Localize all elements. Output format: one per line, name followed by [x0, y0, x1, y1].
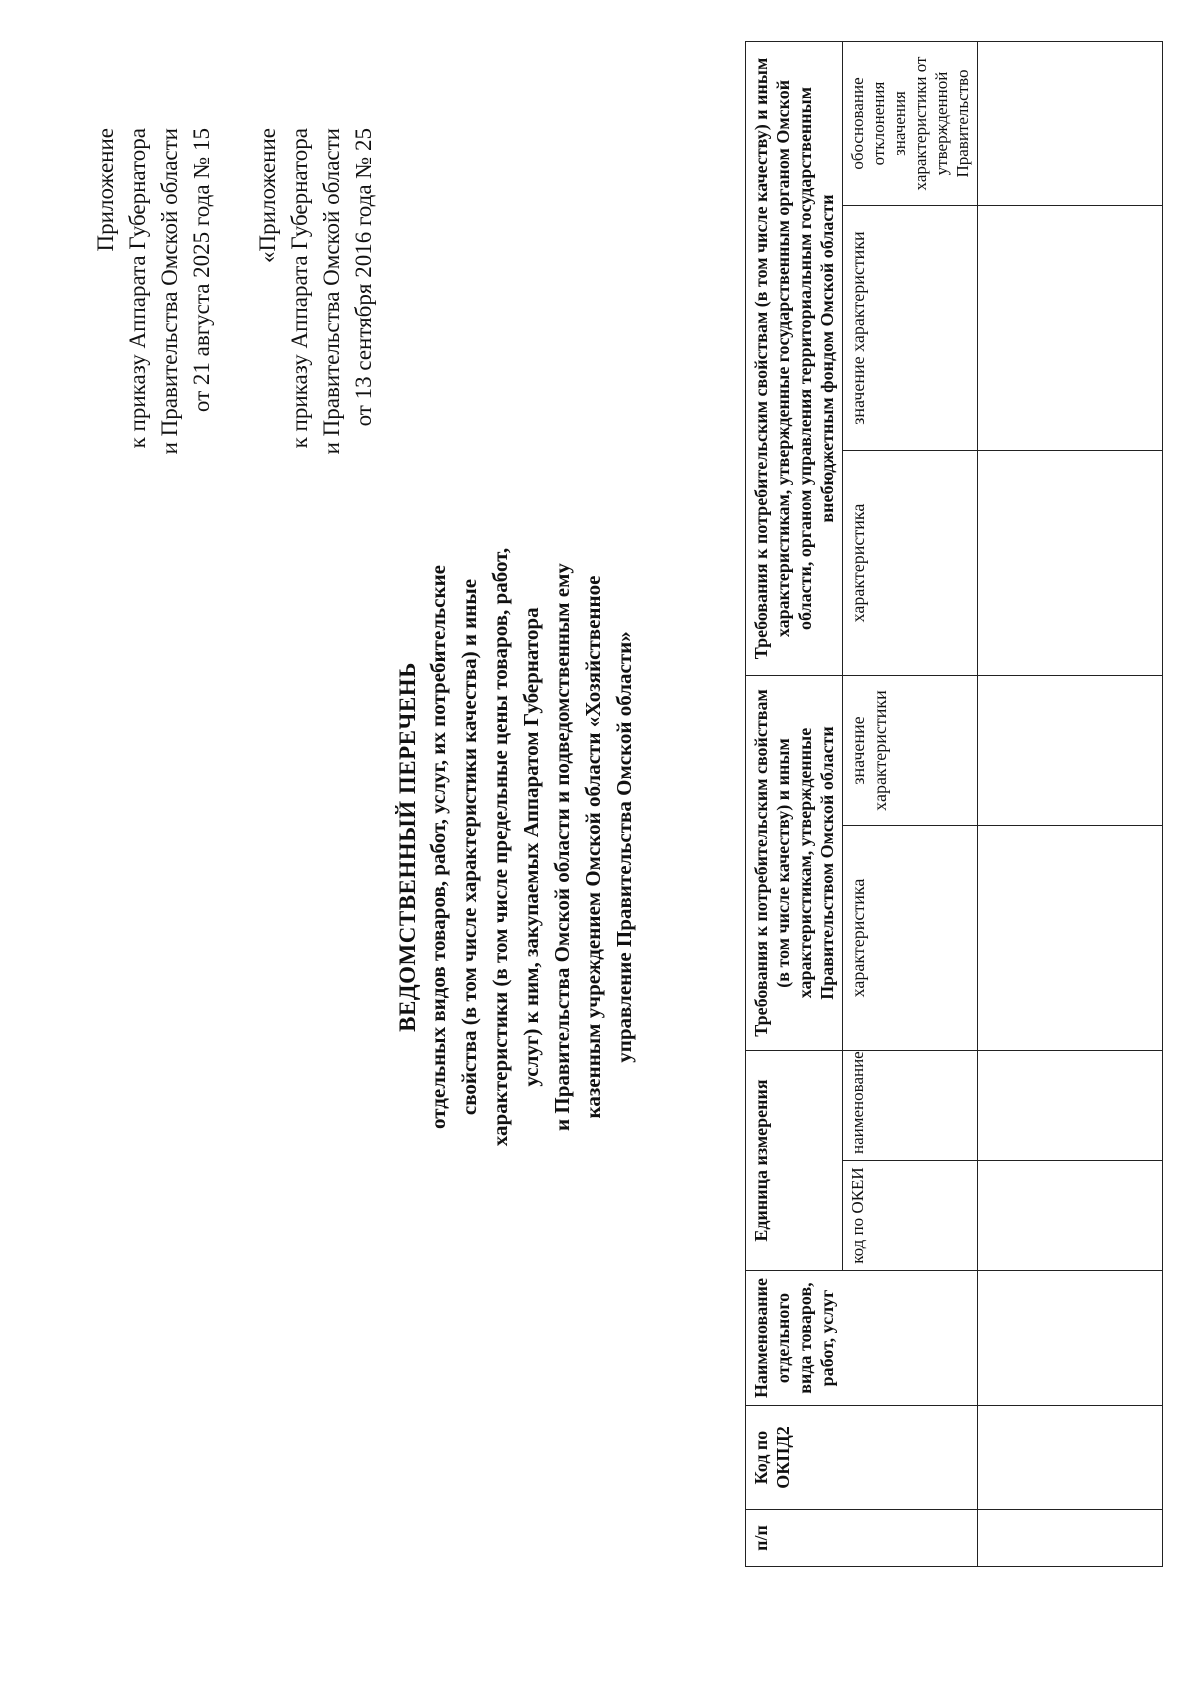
- table-cell: [978, 42, 1163, 206]
- table-cell: [978, 826, 1163, 1051]
- header-gov-requirements: Требования к потребительским свойствам (в том числе качеству) и иным характеристикам, утвержденные Правительством Омской области: [746, 676, 843, 1051]
- subheader-agency-justification: обоснование отклонения значения характеристики от утвержденной Правительство: [843, 42, 978, 206]
- appendix-line: к приказу Аппарата Губернатора: [287, 128, 312, 449]
- table-row: [978, 42, 1163, 1567]
- subheader-agency-value: значение характеристики: [843, 206, 978, 451]
- subheader-agency-characteristic: характеристика: [843, 451, 978, 676]
- header-unit: Единица измерения: [746, 1051, 843, 1271]
- title-line: казенным учреждением Омской области «Хозяйственное: [581, 575, 605, 1119]
- document-title: [392, 457, 640, 1237]
- table-cell: [978, 1051, 1163, 1161]
- subheader-gov-value: значение характеристики: [843, 676, 978, 826]
- appendix-line: Приложение: [93, 128, 118, 252]
- appendix-previous-header: [252, 128, 380, 454]
- appendix-line: «Приложение: [255, 128, 280, 263]
- table-cell: [978, 1161, 1163, 1271]
- table-cell: [978, 1406, 1163, 1510]
- title-line: отдельных видов товаров, работ, услуг, их потребительские: [426, 564, 450, 1130]
- table-cell: [978, 1510, 1163, 1567]
- appendix-line: и Правительства Омской области: [157, 128, 182, 455]
- title-line: характеристики (в том числе предельные цены товаров, работ,: [488, 547, 512, 1147]
- table-cell: [978, 1271, 1163, 1406]
- appendix-line: от 13 сентября 2016 года № 25: [351, 128, 376, 427]
- table-header-row: [746, 42, 843, 1567]
- header-agency-requirements: Требования к потребительским свойствам (в том числе качеству) и иным характеристикам, утвержденные государственным органом Омской области, органом управления территориальным государственным внебюджетным фондом Омской области: [746, 42, 843, 676]
- appendix-line: к приказу Аппарата Губернатора: [125, 128, 150, 449]
- table-cell: [978, 451, 1163, 676]
- requirements-table: [745, 41, 1163, 1567]
- title-line: и Правительства Омской области и подведомственным ему: [550, 563, 574, 1131]
- subheader-unit-code: код по ОКЕИ: [843, 1161, 978, 1271]
- header-num: п/п: [746, 1510, 978, 1567]
- title-line: услуг) к ним, закупаемых Аппаратом Губернатора: [519, 607, 543, 1087]
- appendix-current-header: [90, 128, 218, 454]
- title-line: управление Правительства Омской области»: [612, 631, 636, 1063]
- title-line: свойства (в том числе характеристики качества) и иные: [457, 578, 481, 1116]
- header-name: Наименование отдельного вида товаров, работ, услуг: [746, 1271, 978, 1406]
- appendix-line: и Правительства Омской области: [319, 128, 344, 455]
- subheader-unit-name: наименование: [843, 1051, 978, 1161]
- header-okpd2: Код по ОКПД2: [746, 1406, 978, 1510]
- table-cell: [978, 206, 1163, 451]
- table-cell: [978, 676, 1163, 826]
- appendix-line: от 21 августа 2025 года № 15: [189, 128, 214, 413]
- subheader-gov-characteristic: характеристика: [843, 826, 978, 1051]
- title-heading: ВЕДОМСТВЕННЫЙ ПЕРЕЧЕНЬ: [395, 662, 420, 1032]
